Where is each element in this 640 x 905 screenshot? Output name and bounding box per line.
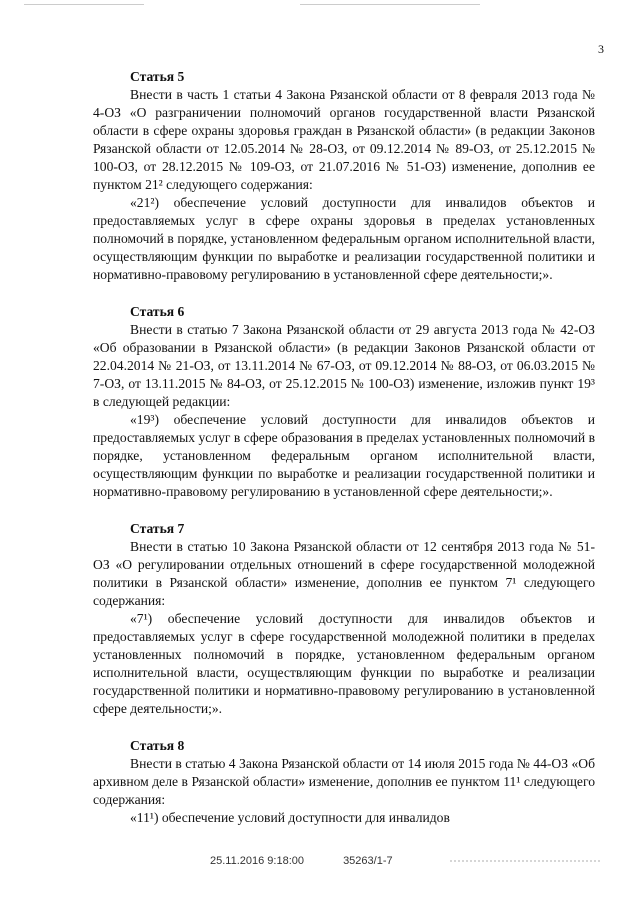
page-number: 3 xyxy=(598,42,604,56)
article-paragraph: Внести в статью 10 Закона Рязанской области от 12 сентября 2013 года № 51-ОЗ «О регулировании отдельных отношений в сфере государственной молодежной политики в Рязанской области» изменение, дополнив ее пунктом 7¹ следующего содержания: xyxy=(93,539,595,608)
footer-doc-id: 35263/1-7 xyxy=(343,855,393,867)
article-paragraph: Внести в часть 1 статьи 4 Закона Рязанской области от 8 февраля 2013 года № 4-ОЗ «О разграничении полномочий органов государственной власти Рязанской области в сфере охраны здоровья граждан в Рязанской области» (в редакции Законов Рязанской области от 12.05.2014 № 28-ОЗ, от 09.12.2014 № 89-ОЗ, от 25.12.2015 № 100-ОЗ, от 28.12.2015 № 109-ОЗ, от 21.07.2016 № 51-ОЗ) изменение, дополнив ее пунктом 21² следующего содержания: xyxy=(93,87,595,192)
scan-artifact xyxy=(300,4,480,5)
article-paragraph: Внести в статью 7 Закона Рязанской области от 29 августа 2013 года № 42-ОЗ «Об образовании в Рязанской области» (в редакции Законов Рязанской области от 22.04.2014 № 21-ОЗ, от 13.11.2014 № 67-ОЗ, от 09.12.2014 № 88-ОЗ, от 06.03.2015 № 7-ОЗ, от 13.11.2015 № 84-ОЗ, от 25.12.2015 № 100-ОЗ) изменение, изложив пункт 19³ в следующей редакции: xyxy=(93,322,595,409)
article-heading: Статья 8 xyxy=(130,738,185,753)
article-section xyxy=(93,520,595,718)
article-section xyxy=(93,737,595,827)
article-heading: Статья 5 xyxy=(130,69,185,84)
footer-timestamp: 25.11.2016 9:18:00 xyxy=(210,855,304,867)
article-heading: Статья 7 xyxy=(130,521,185,536)
article-paragraph: «21²) обеспечение условий доступности для инвалидов объектов и предоставляемых услуг в сфере охраны здоровья в пределах установленных полномочий в порядке, установленном федеральным органом исполнительной власти, осуществляющим функции по выработке и реализации государственной политики и нормативно-правовому регулированию в установленной сфере деятельности;». xyxy=(93,195,595,282)
article-heading: Статья 6 xyxy=(130,304,185,319)
article-section xyxy=(93,303,595,501)
scan-artifact xyxy=(450,860,600,864)
article-section xyxy=(93,68,595,284)
article-paragraph: «7¹) обеспечение условий доступности для инвалидов объектов и предоставляемых услуг в сфере государственной молодежной политики в пределах установленных полномочий в порядке, установленном федеральным органом исполнительной власти, осуществляющим функции по выработке и реализации государственной политики и нормативно-правовому регулированию в установленной сфере деятельности;». xyxy=(93,611,595,716)
article-paragraph: «11¹) обеспечение условий доступности для инвалидов xyxy=(130,810,450,825)
footer xyxy=(210,855,429,867)
scan-artifact xyxy=(24,4,144,5)
article-paragraph: «19³) обеспечение условий доступности для инвалидов объектов и предоставляемых услуг в сфере образования в пределах установленных полномочий в порядке, установленном федеральным органом исполнительной власти, осуществляющим функции по выработке и реализации государственной политики и нормативно-правовому регулированию в установленной сфере деятельности;». xyxy=(93,412,595,499)
document-body xyxy=(93,68,595,846)
article-paragraph: Внести в статью 4 Закона Рязанской области от 14 июля 2015 года № 44-ОЗ «Об архивном деле в Рязанской области» изменение, дополнив ее пунктом 11¹ следующего содержания: xyxy=(93,756,595,807)
